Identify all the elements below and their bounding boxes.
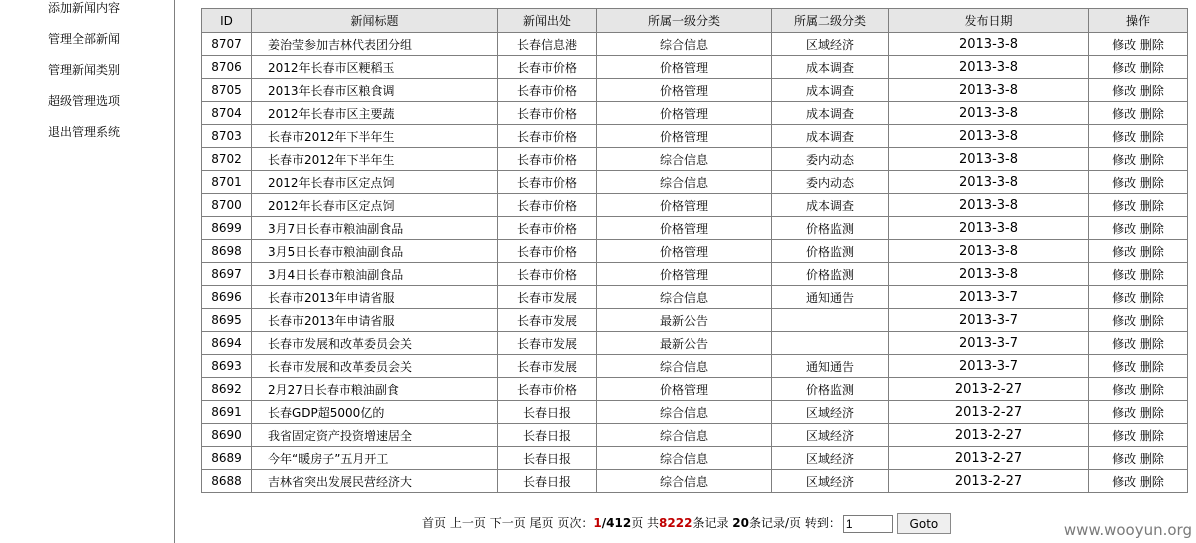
cell-title: 今年“暖房子”五月开工: [252, 447, 498, 470]
cell-date: 2013-3-7: [889, 286, 1089, 309]
cell-actions: [1089, 33, 1188, 56]
cell-id: 8693: [202, 355, 252, 378]
cell-category-2: 价格监测: [772, 263, 889, 286]
cell-date: 2013-2-27: [889, 447, 1089, 470]
cell-source: 长春市价格: [498, 217, 597, 240]
edit-link[interactable]: 修改: [1112, 428, 1137, 443]
cell-actions: [1089, 171, 1188, 194]
cell-title: 长春市2012年下半年生: [252, 148, 498, 171]
cell-source: 长春市价格: [498, 79, 597, 102]
table-row: [202, 125, 1188, 148]
cell-actions: [1089, 286, 1188, 309]
cell-actions: [1089, 309, 1188, 332]
cell-actions: [1089, 378, 1188, 401]
cell-id: 8702: [202, 148, 252, 171]
cell-source: 长春市价格: [498, 378, 597, 401]
table-row: [202, 332, 1188, 355]
cell-actions: [1089, 79, 1188, 102]
watermark: www.wooyun.org: [1063, 521, 1192, 539]
column-header-category-1: 所属一级分类: [597, 9, 772, 33]
pager-per-page-suffix: 条记录/页: [749, 516, 802, 530]
cell-date: 2013-3-8: [889, 125, 1089, 148]
delete-link[interactable]: 删除: [1139, 405, 1164, 420]
cell-category-1: 综合信息: [597, 447, 772, 470]
cell-category-2: 价格监测: [772, 240, 889, 263]
cell-category-1: 价格管理: [597, 194, 772, 217]
table-row: [202, 102, 1188, 125]
cell-date: 2013-3-7: [889, 332, 1089, 355]
delete-link[interactable]: 删除: [1139, 244, 1164, 259]
cell-actions: [1089, 125, 1188, 148]
cell-id: 8689: [202, 447, 252, 470]
edit-link[interactable]: 修改: [1112, 290, 1137, 305]
cell-category-1: 综合信息: [597, 171, 772, 194]
edit-link[interactable]: 修改: [1112, 221, 1137, 236]
cell-category-2: 成本调查: [772, 194, 889, 217]
cell-id: 8699: [202, 217, 252, 240]
cell-actions: [1089, 217, 1188, 240]
cell-source: 长春日报: [498, 401, 597, 424]
cell-date: 2013-3-8: [889, 102, 1089, 125]
cell-actions: [1089, 102, 1188, 125]
cell-category-1: 价格管理: [597, 56, 772, 79]
cell-date: 2013-3-8: [889, 171, 1089, 194]
table-row: [202, 33, 1188, 56]
edit-link[interactable]: 修改: [1112, 267, 1137, 282]
cell-id: 8694: [202, 332, 252, 355]
cell-category-1: 最新公告: [597, 309, 772, 332]
column-header-id: ID: [202, 9, 252, 33]
table-row: [202, 286, 1188, 309]
cell-actions: [1089, 148, 1188, 171]
cell-category-1: 综合信息: [597, 401, 772, 424]
cell-category-2: 成本调查: [772, 102, 889, 125]
cell-source: 长春日报: [498, 470, 597, 493]
cell-actions: [1089, 332, 1188, 355]
cell-actions: [1089, 240, 1188, 263]
cell-date: 2013-3-8: [889, 148, 1089, 171]
delete-link[interactable]: 删除: [1139, 129, 1164, 144]
cell-category-1: 价格管理: [597, 263, 772, 286]
cell-category-2: 区域经济: [772, 447, 889, 470]
edit-link[interactable]: 修改: [1112, 405, 1137, 420]
delete-link[interactable]: 删除: [1139, 336, 1164, 351]
cell-category-1: 综合信息: [597, 355, 772, 378]
delete-link[interactable]: 删除: [1139, 198, 1164, 213]
cell-category-2: 区域经济: [772, 470, 889, 493]
news-table: [201, 8, 1188, 493]
cell-title: 2012年长春市区粳稻玉: [252, 56, 498, 79]
cell-source: 长春市价格: [498, 148, 597, 171]
pager-next[interactable]: 下一页: [489, 516, 526, 530]
cell-id: 8697: [202, 263, 252, 286]
table-row: [202, 217, 1188, 240]
delete-link[interactable]: 删除: [1139, 290, 1164, 305]
cell-source: 长春日报: [498, 424, 597, 447]
cell-category-1: 综合信息: [597, 286, 772, 309]
cell-category-2: 成本调查: [772, 56, 889, 79]
cell-category-2: 通知通告: [772, 286, 889, 309]
cell-id: 8706: [202, 56, 252, 79]
delete-link[interactable]: 删除: [1139, 313, 1164, 328]
cell-source: 长春市价格: [498, 194, 597, 217]
cell-title: 我省固定资产投资增速居全: [252, 424, 498, 447]
pager-total-prefix: 共: [647, 516, 660, 530]
cell-date: 2013-2-27: [889, 378, 1089, 401]
column-header-category-2: 所属二级分类: [772, 9, 889, 33]
table-row: [202, 378, 1188, 401]
column-header-date: 发布日期: [889, 9, 1089, 33]
cell-category-2: 成本调查: [772, 125, 889, 148]
pager-page-suffix: 页: [631, 516, 644, 530]
main-content: [201, 8, 1188, 493]
cell-id: 8705: [202, 79, 252, 102]
table-row: [202, 79, 1188, 102]
edit-link[interactable]: 修改: [1112, 37, 1137, 52]
table-row: [202, 56, 1188, 79]
cell-source: 长春市发展: [498, 309, 597, 332]
pager-page-label: 页次：: [557, 516, 594, 530]
cell-category-2: 区域经济: [772, 401, 889, 424]
cell-category-1: 综合信息: [597, 424, 772, 447]
delete-link[interactable]: 删除: [1139, 428, 1164, 443]
table-header-row: [202, 9, 1188, 33]
cell-title: 长春市2013年申请省服: [252, 309, 498, 332]
cell-source: 长春市价格: [498, 171, 597, 194]
cell-category-2: [772, 332, 889, 355]
delete-link[interactable]: 删除: [1139, 83, 1164, 98]
cell-actions: [1089, 470, 1188, 493]
table-row: [202, 240, 1188, 263]
pager-first[interactable]: 首页: [422, 516, 447, 530]
cell-actions: [1089, 447, 1188, 470]
cell-category-1: 最新公告: [597, 332, 772, 355]
cell-id: 8695: [202, 309, 252, 332]
delete-link[interactable]: 删除: [1139, 152, 1164, 167]
cell-date: 2013-3-8: [889, 240, 1089, 263]
sidebar-item-manage-all-news[interactable]: 管理全部新闻: [48, 32, 121, 46]
sidebar-item-add-news[interactable]: 添加新闻内容: [48, 1, 121, 15]
cell-category-1: 综合信息: [597, 148, 772, 171]
cell-category-2: 价格监测: [772, 378, 889, 401]
table-row: [202, 148, 1188, 171]
table-row: [202, 355, 1188, 378]
cell-actions: [1089, 424, 1188, 447]
edit-link[interactable]: 修改: [1112, 382, 1137, 397]
cell-id: 8703: [202, 125, 252, 148]
cell-title: 2012年长春市区主要蔬: [252, 102, 498, 125]
delete-link[interactable]: 删除: [1139, 106, 1164, 121]
edit-link[interactable]: 修改: [1112, 60, 1137, 75]
table-row: [202, 401, 1188, 424]
cell-date: 2013-3-8: [889, 217, 1089, 240]
column-header-title: 新闻标题: [252, 9, 498, 33]
cell-title: 长春市2012年下半年生: [252, 125, 498, 148]
pager-last[interactable]: 尾页: [529, 516, 554, 530]
cell-id: 8701: [202, 171, 252, 194]
cell-id: 8691: [202, 401, 252, 424]
edit-link[interactable]: 修改: [1112, 313, 1137, 328]
delete-link[interactable]: 删除: [1139, 382, 1164, 397]
cell-category-1: 价格管理: [597, 217, 772, 240]
delete-link[interactable]: 删除: [1139, 221, 1164, 236]
edit-link[interactable]: 修改: [1112, 359, 1137, 374]
cell-category-1: 价格管理: [597, 378, 772, 401]
cell-id: 8700: [202, 194, 252, 217]
cell-date: 2013-3-8: [889, 79, 1089, 102]
cell-source: 长春市价格: [498, 125, 597, 148]
table-row: [202, 424, 1188, 447]
cell-category-2: 区域经济: [772, 33, 889, 56]
edit-link[interactable]: 修改: [1112, 106, 1137, 121]
cell-title: 3月7日长春市粮油副食品: [252, 217, 498, 240]
pager-records-suffix: 条记录: [692, 516, 729, 530]
cell-source: 长春市价格: [498, 263, 597, 286]
edit-link[interactable]: 修改: [1112, 336, 1137, 351]
cell-source: 长春市发展: [498, 332, 597, 355]
pager-per-page: 20: [732, 516, 749, 530]
cell-title: 长春市发展和改革委员会关: [252, 355, 498, 378]
cell-date: 2013-3-7: [889, 309, 1089, 332]
cell-title: 3月5日长春市粮油副食品: [252, 240, 498, 263]
cell-title: 吉林省突出发展民营经济大: [252, 470, 498, 493]
cell-date: 2013-2-27: [889, 401, 1089, 424]
cell-source: 长春日报: [498, 447, 597, 470]
cell-actions: [1089, 355, 1188, 378]
table-row: [202, 447, 1188, 470]
edit-link[interactable]: 修改: [1112, 474, 1137, 489]
cell-title: 3月4日长春市粮油副食品: [252, 263, 498, 286]
table-row: [202, 263, 1188, 286]
cell-date: 2013-3-8: [889, 56, 1089, 79]
cell-actions: [1089, 263, 1188, 286]
cell-category-1: 综合信息: [597, 33, 772, 56]
cell-actions: [1089, 194, 1188, 217]
cell-category-2: 价格监测: [772, 217, 889, 240]
cell-category-2: 成本调查: [772, 79, 889, 102]
cell-category-1: 价格管理: [597, 125, 772, 148]
cell-id: 8690: [202, 424, 252, 447]
cell-id: 8707: [202, 33, 252, 56]
edit-link[interactable]: 修改: [1112, 83, 1137, 98]
table-row: [202, 309, 1188, 332]
delete-link[interactable]: 删除: [1139, 451, 1164, 466]
cell-title: 姜治莹参加吉林代表团分组: [252, 33, 498, 56]
delete-link[interactable]: 删除: [1139, 359, 1164, 374]
cell-id: 8692: [202, 378, 252, 401]
edit-link[interactable]: 修改: [1112, 244, 1137, 259]
cell-category-2: 区域经济: [772, 424, 889, 447]
cell-source: 长春市价格: [498, 102, 597, 125]
column-header-source: 新闻出处: [498, 9, 597, 33]
pagination: [422, 513, 951, 534]
cell-title: 长春市发展和改革委员会关: [252, 332, 498, 355]
cell-date: 2013-3-7: [889, 355, 1089, 378]
column-header-actions: 操作: [1089, 9, 1188, 33]
cell-title: 2013年长春市区粮食调: [252, 79, 498, 102]
delete-link[interactable]: 删除: [1139, 175, 1164, 190]
cell-category-2: 通知通告: [772, 355, 889, 378]
cell-source: 长春信息港: [498, 33, 597, 56]
cell-category-1: 价格管理: [597, 240, 772, 263]
cell-category-1: 价格管理: [597, 102, 772, 125]
cell-source: 长春市发展: [498, 355, 597, 378]
cell-id: 8696: [202, 286, 252, 309]
cell-source: 长春市发展: [498, 286, 597, 309]
news-table-body: [202, 33, 1188, 493]
delete-link[interactable]: 删除: [1139, 474, 1164, 489]
edit-link[interactable]: 修改: [1112, 175, 1137, 190]
pager-prev[interactable]: 上一页: [449, 516, 486, 530]
edit-link[interactable]: 修改: [1112, 451, 1137, 466]
goto-page-input[interactable]: [843, 515, 893, 533]
delete-link[interactable]: 删除: [1139, 60, 1164, 75]
sidebar-item-manage-categories[interactable]: 管理新闻类别: [48, 63, 121, 77]
cell-source: 长春市价格: [498, 56, 597, 79]
cell-id: 8704: [202, 102, 252, 125]
pager-total-pages: /412: [601, 516, 632, 530]
table-row: [202, 470, 1188, 493]
cell-source: 长春市价格: [498, 240, 597, 263]
table-row: [202, 171, 1188, 194]
cell-actions: [1089, 56, 1188, 79]
cell-category-2: 委内动态: [772, 148, 889, 171]
cell-date: 2013-2-27: [889, 470, 1089, 493]
delete-link[interactable]: 删除: [1139, 37, 1164, 52]
goto-button[interactable]: Goto: [897, 513, 951, 534]
cell-category-2: [772, 309, 889, 332]
pager-current-page: 1: [593, 516, 602, 530]
cell-title: 长春市2013年申请省服: [252, 286, 498, 309]
cell-title: 2012年长春市区定点饲: [252, 171, 498, 194]
edit-link[interactable]: 修改: [1112, 129, 1137, 144]
cell-title: 2012年长春市区定点饲: [252, 194, 498, 217]
sidebar-item-logout[interactable]: 退出管理系统: [48, 125, 121, 139]
table-row: [202, 194, 1188, 217]
cell-title: 长春GDP超5000亿的: [252, 401, 498, 424]
edit-link[interactable]: 修改: [1112, 152, 1137, 167]
pager-goto-label: 转到：: [804, 516, 841, 530]
cell-category-1: 综合信息: [597, 470, 772, 493]
cell-date: 2013-3-8: [889, 263, 1089, 286]
cell-category-2: 委内动态: [772, 171, 889, 194]
delete-link[interactable]: 删除: [1139, 267, 1164, 282]
sidebar-item-super-admin[interactable]: 超级管理选项: [48, 94, 121, 108]
cell-id: 8688: [202, 470, 252, 493]
sidebar: [0, 0, 175, 543]
cell-actions: [1089, 401, 1188, 424]
edit-link[interactable]: 修改: [1112, 198, 1137, 213]
cell-id: 8698: [202, 240, 252, 263]
cell-category-1: 价格管理: [597, 79, 772, 102]
pager-total-records: 8222: [659, 516, 693, 530]
cell-title: 2月27日长春市粮油副食: [252, 378, 498, 401]
cell-date: 2013-3-8: [889, 194, 1089, 217]
cell-date: 2013-3-8: [889, 33, 1089, 56]
cell-date: 2013-2-27: [889, 424, 1089, 447]
